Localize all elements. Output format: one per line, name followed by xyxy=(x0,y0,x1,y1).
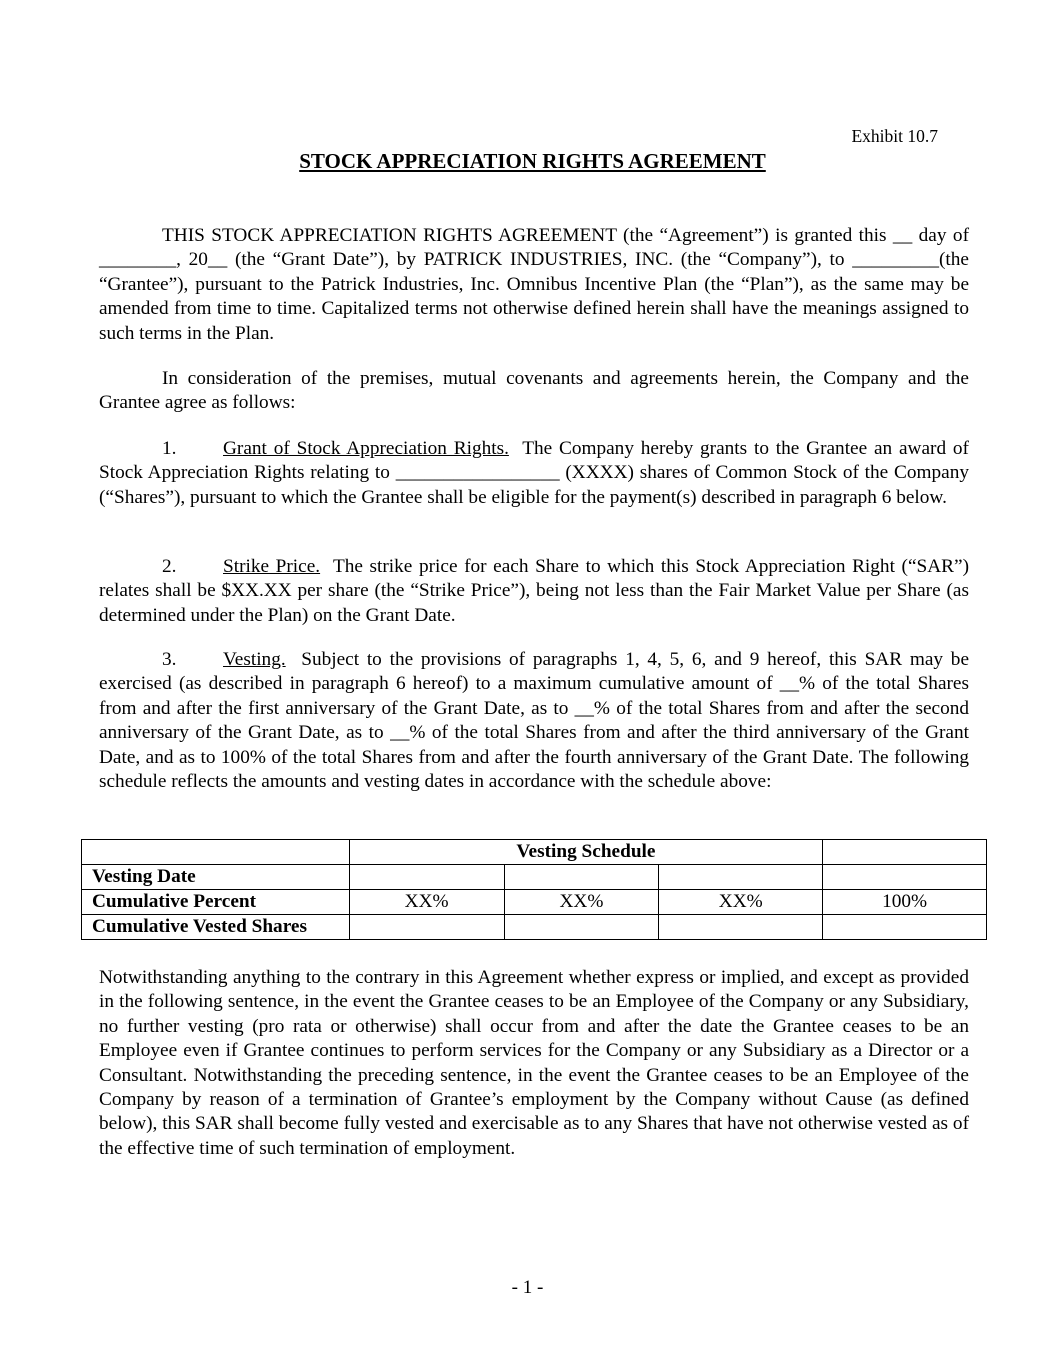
table-cell xyxy=(823,840,987,865)
table-header-row xyxy=(82,840,987,865)
table-cell xyxy=(659,915,823,940)
section-2-paragraph xyxy=(99,555,969,628)
section-1-number: 1. xyxy=(162,438,177,459)
intro-paragraph: THIS STOCK APPRECIATION RIGHTS AGREEMENT (the “Agreement”) is granted this __ day of ________, 20__ (the “Grant Date”), by PATRICK INDUSTRIES, INC. (the “Company”), to _________(the “Grantee”), pursuant to the Patrick Industries, Inc. Omnibus Incentive Plan (the “Plan”), as the same may be amended from time to time. Capitalized terms not otherwise defined herein shall have the meanings assigned to such terms in the Plan. xyxy=(99,225,969,344)
section-3-number: 3. xyxy=(162,649,177,670)
page-number: - 1 - xyxy=(511,1277,544,1298)
table-cell: 100% xyxy=(823,890,987,915)
table-cell xyxy=(504,915,659,940)
section-1-text: The Company hereby grants to the Grantee an award of Stock Appreciation Rights relating to _________________ (XXXX) shares of Common Stock of the Company (“Shares”), pursuant to which the Grantee shall be eligible for the payment(s) described in paragraph 6 below. xyxy=(99,438,969,508)
vesting-schedule-table xyxy=(81,839,987,940)
table-row xyxy=(82,915,987,940)
section-2-number: 2. xyxy=(162,556,177,577)
table-cell xyxy=(349,915,504,940)
table-row-label: Cumulative Vested Shares xyxy=(82,915,350,940)
consideration-paragraph: In consideration of the premises, mutual covenants and agreements herein, the Company and the Grantee agree as follows: xyxy=(99,368,969,414)
table-cell xyxy=(823,865,987,890)
exhibit-label: Exhibit 10.7 xyxy=(851,126,938,146)
section-1-heading: Grant of Stock Appreciation Rights. xyxy=(223,438,509,459)
table-row xyxy=(82,865,987,890)
section-3-text: Subject to the provisions of paragraphs 1, 4, 5, 6, and 9 hereof, this SAR may be exercised (as described in paragraph 6 hereof) to a maximum cumulative amount of __% of the total Shares from and after the first anniversary of the Grant Date, as to __% of the total Shares from and after the second anniversary of the Grant Date, as to __% of the total Shares from and after the third anniversary of the Grant Date, and as to 100% of the total Shares from and after the fourth anniversary of the Grant Date. The following schedule reflects the amounts and vesting dates in accordance with the schedule above: xyxy=(99,649,970,793)
table-cell xyxy=(823,915,987,940)
table-cell xyxy=(659,865,823,890)
table-cell: XX% xyxy=(349,890,504,915)
table-header-cell: Vesting Schedule xyxy=(349,840,822,865)
table-cell: XX% xyxy=(659,890,823,915)
table-row-label: Vesting Date xyxy=(82,865,350,890)
section-2-heading: Strike Price. xyxy=(223,556,321,577)
section-1-paragraph xyxy=(99,437,969,510)
table-cell xyxy=(504,865,659,890)
section-3-paragraph xyxy=(99,648,969,794)
notwithstanding-paragraph: Notwithstanding anything to the contrary in this Agreement whether express or implied, and except as provided in the following sentence, in the event the Grantee ceases to be an Employee of the Company or any Subsidiary, no further vesting (pro rata or otherwise) shall occur from and after the date the Grantee ceases to be an Employee even if Grantee continues to perform services for the Company or any Subsidiary as a Director or a Consultant. Notwithstanding the preceding sentence, in the event the Grantee ceases to be an Employee of the Company by reason of a termination of Grantee’s employment by the Company without Cause (as defined below), this SAR shall become fully vested and exercisable as to any Shares that have not otherwise vested as of the effective time of such termination of employment. xyxy=(99,967,969,1159)
table-row xyxy=(82,890,987,915)
table-cell xyxy=(82,840,350,865)
section-3-heading: Vesting. xyxy=(223,649,286,670)
table-cell: XX% xyxy=(504,890,659,915)
document-title: STOCK APPRECIATION RIGHTS AGREEMENT xyxy=(299,149,766,173)
section-2-text: The strike price for each Share to which this Stock Appreciation Right (“SAR”) relates shall be $XX.XX per share (the “Strike Price”), being not less than the Fair Market Value per Share (as determined under the Plan) on the Grant Date. xyxy=(99,556,969,626)
table-row-label: Cumulative Percent xyxy=(82,890,350,915)
table-cell xyxy=(349,865,504,890)
